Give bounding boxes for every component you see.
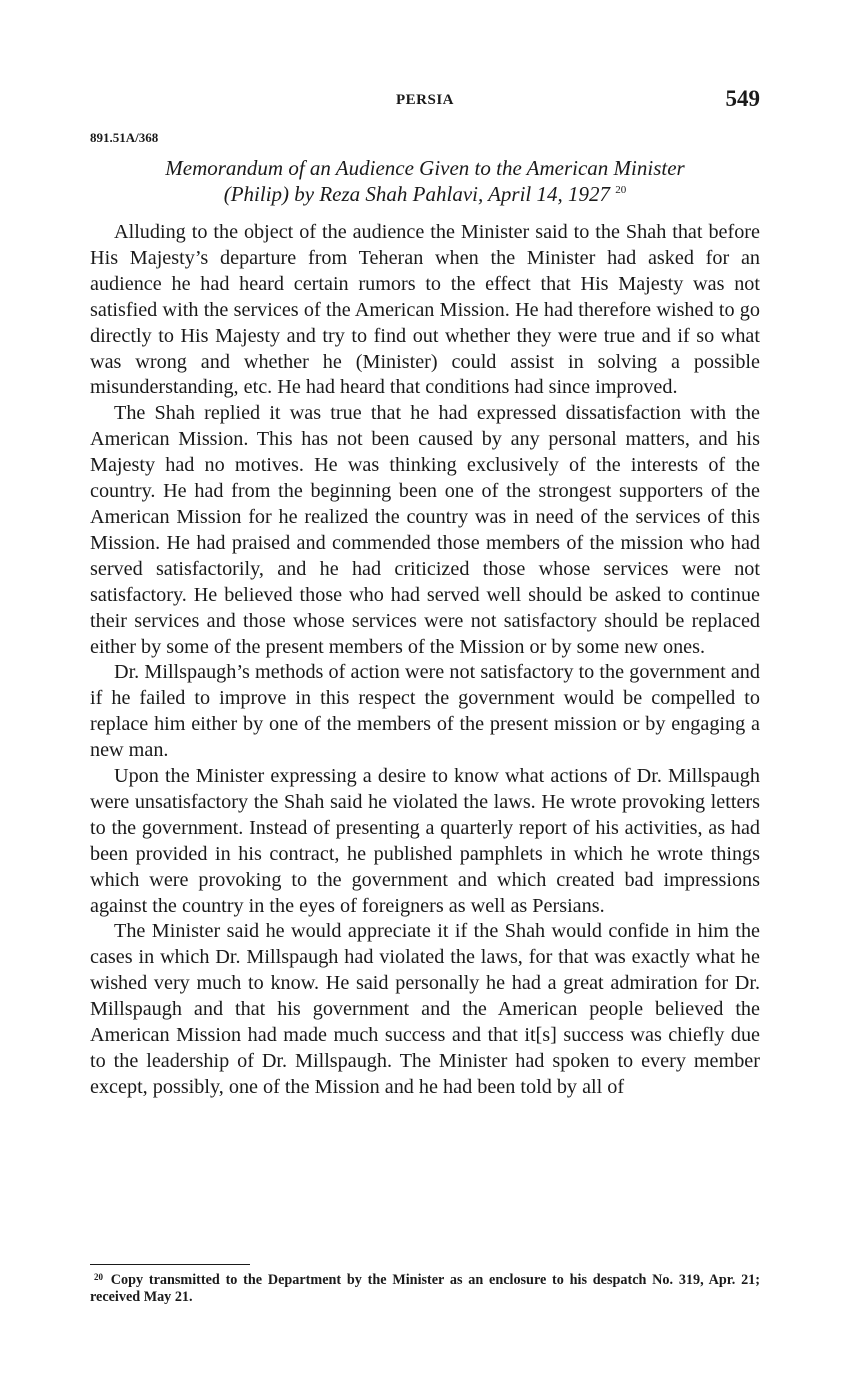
running-head: [90, 86, 760, 116]
footnote-text: Copy transmitted to the Department by the Minister as an enclosure to his despatch No. 319, Apr. 21; received May 21.: [90, 1272, 760, 1305]
running-title: PERSIA: [395, 92, 454, 108]
footnote-mark: 20: [94, 1272, 103, 1282]
document-title: [90, 155, 760, 207]
footnote: [90, 1272, 760, 1306]
body-text: [90, 220, 760, 1101]
paragraph: The Minister said he would appreciate it if the Shah would confide in him the cases in which Dr. Millspaugh had violated the laws, for that was exactly what he wished very much to know. He said personally he had a great admiration for Dr. Millspaugh and that his government and the American people believed the American Mission had made much success and that it[s] success was chiefly due to the leadership of Dr. Millspaugh. The Minister had spoken to every member except, possibly, one of the Mission and he had been told by all of: [90, 920, 760, 1098]
document-title-line-2: (Philip) by Reza Shah Pahlavi, April 14, 1927: [223, 182, 611, 206]
footnote-divider: [90, 1264, 250, 1265]
document-title-line-1: Memorandum of an Audience Given to the American Minister: [165, 156, 685, 180]
paragraph: Dr. Millspaugh’s methods of action were not satisfactory to the government and if he failed to improve in this respect the government would be compelled to replace him either by one of the members of the present mission or by engaging a new man.: [90, 661, 760, 762]
paragraph: Upon the Minister expressing a desire to know what actions of Dr. Millspaugh were unsatisfactory the Shah said he violated the laws. He wrote provoking letters to the government. Instead of presenting a quarterly report of his activities, as had been provided in his contract, he published pamphlets in which he wrote things which were provoking to the government and which created bad impressions against the country in the eyes of foreigners as well as Persians.: [90, 765, 760, 917]
page-number: 549: [725, 86, 760, 111]
file-number: 891.51A/368: [90, 130, 159, 145]
footnote-reference[interactable]: 20: [615, 184, 627, 196]
paragraph: Alluding to the object of the audience the Minister said to the Shah that before His Majesty’s departure from Teheran when the Minister had asked for an audience he had heard certain rumors to the effect that His Majesty was not satisfied with the services of the American Mission. He had therefore wished to go directly to His Majesty and try to find out whether they were true and if so what was wrong and whether he (Minister) could assist in solving a possible misunderstanding, etc. He had heard that conditions had since improved.: [90, 221, 760, 399]
paragraph: The Shah replied it was true that he had expressed dissatisfaction with the American Mission. This has not been caused by any personal matters, and his Majesty had no motives. He was thinking exclusively of the interests of the country. He had from the beginning been one of the strongest supporters of the American Mission for he realized the country was in need of the services of this Mission. He had praised and commended those members of the mission who had served satisfactorily, and he had criticized those whose services were not satisfactory. He believed those who had served well should be asked to continue their services and those whose services were not satisfactory should be replaced either by some of the present members of the Mission or by some new ones.: [90, 402, 760, 658]
